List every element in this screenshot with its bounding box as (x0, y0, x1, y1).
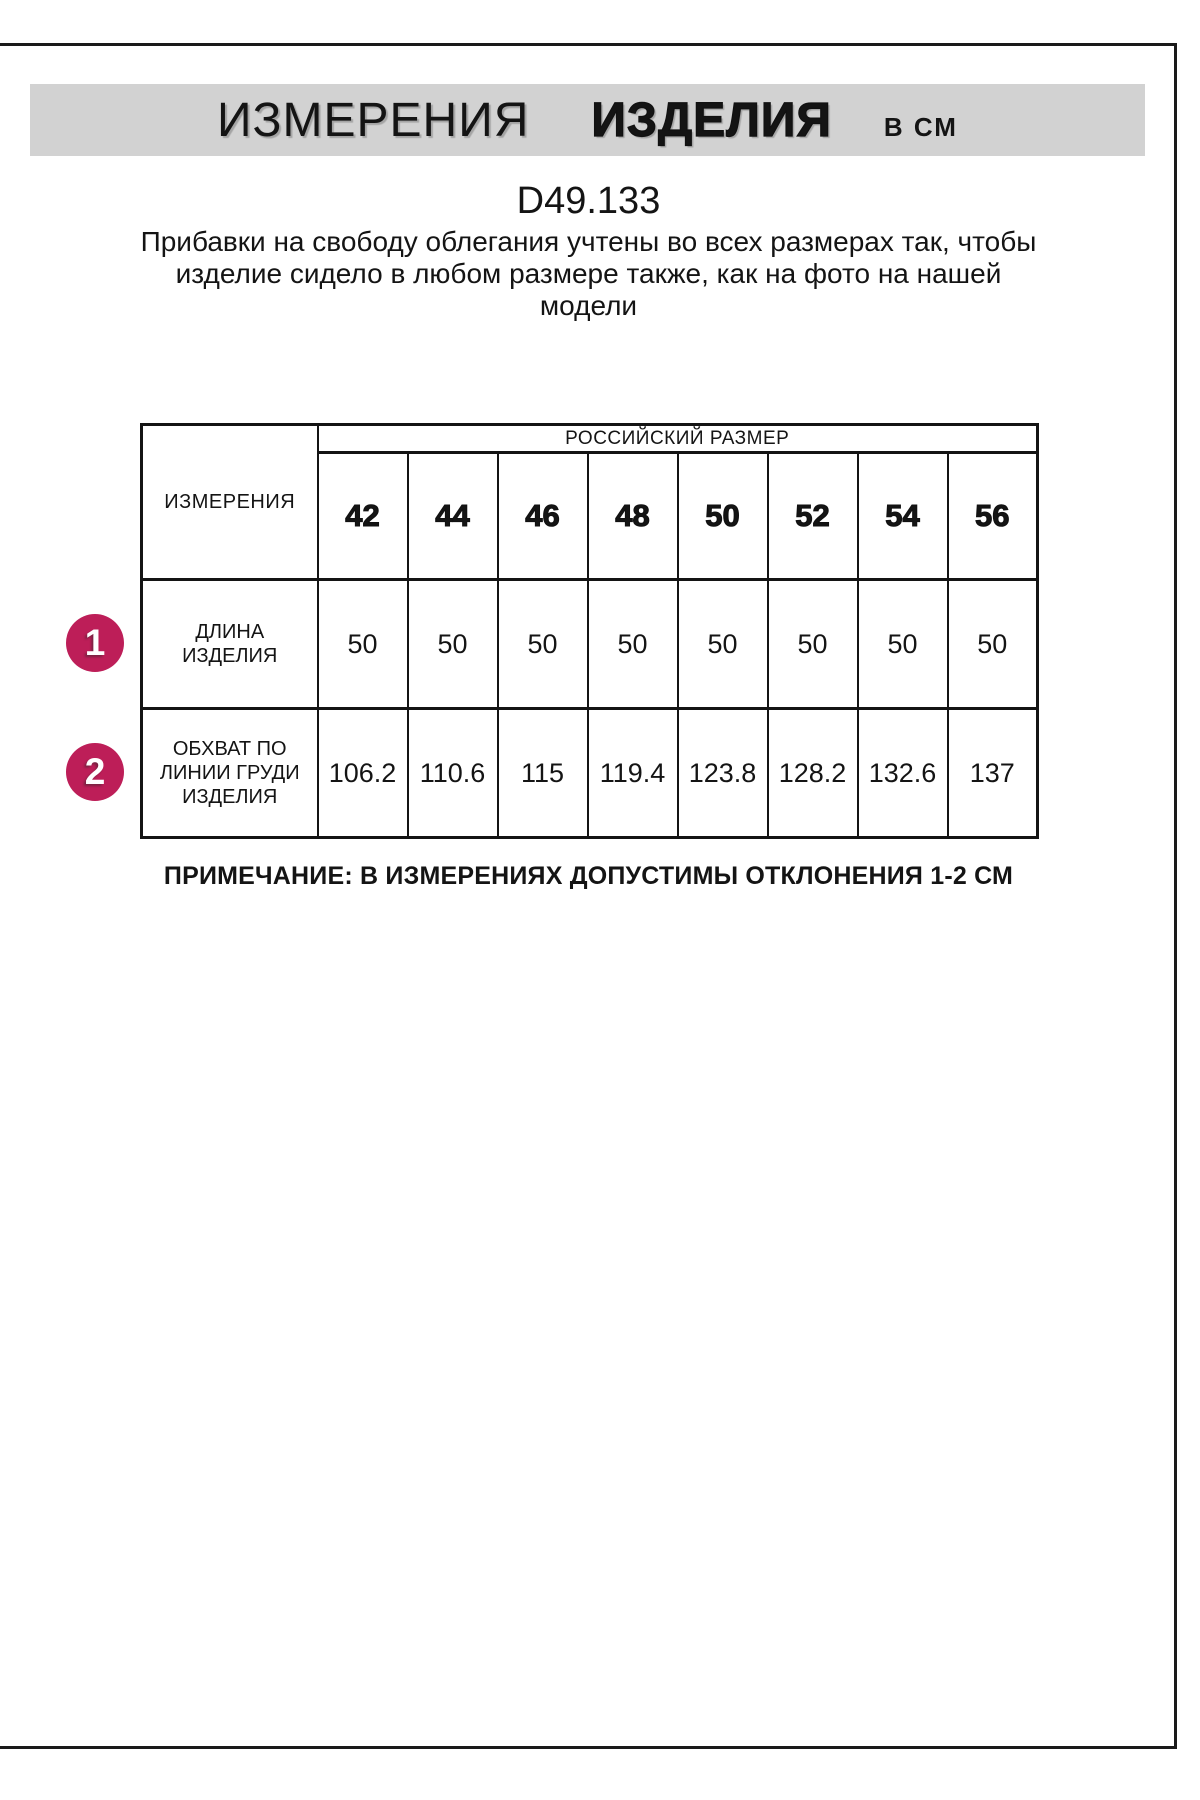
table-row-chest (142, 709, 1038, 838)
value-cell: 50 (678, 580, 768, 709)
size-header-cell: 54 (858, 453, 948, 580)
value-cell: 50 (498, 580, 588, 709)
row-number-badge-1: 1 (66, 614, 124, 672)
value-cell: 50 (408, 580, 498, 709)
table-group-header-row (142, 425, 1038, 453)
row-label-line: ДЛИНА (195, 621, 265, 643)
intro-line: изделие сидело в любом размере также, как на фото на нашей (175, 258, 1002, 289)
size-header-cell: 48 (588, 453, 678, 580)
row-label-cell (142, 709, 318, 838)
value-cell: 106.2 (318, 709, 408, 838)
title-bar (30, 84, 1145, 156)
value-cell: 137 (948, 709, 1038, 838)
intro-line: Прибавки на свободу облегания учтены во всех размерах так, чтобы (140, 226, 1037, 257)
value-cell: 123.8 (678, 709, 768, 838)
row-number-badge-2: 2 (66, 743, 124, 801)
row-label-line: ОБХВАТ ПО (172, 738, 287, 760)
value-cell: 119.4 (588, 709, 678, 838)
row-label-cell (142, 580, 318, 709)
size-header-cell: 50 (678, 453, 768, 580)
value-cell: 128.2 (768, 709, 858, 838)
value-cell: 110.6 (408, 709, 498, 838)
row-label-line: ЛИНИИ ГРУДИ (159, 762, 300, 784)
table-row-length (142, 580, 1038, 709)
corner-header-cell: ИЗМЕРЕНИЯ (142, 425, 318, 580)
page-title-word-1: ИЗМЕРЕНИЯ (217, 94, 530, 147)
size-header-cell: 42 (318, 453, 408, 580)
product-code: D49.133 (516, 180, 661, 222)
value-cell: 115 (498, 709, 588, 838)
measurements-table (140, 423, 1039, 839)
row-label-line: ИЗДЕЛИЯ (182, 786, 278, 808)
value-cell: 132.6 (858, 709, 948, 838)
group-header-cell: РОССИЙСКИЙ РАЗМЕР (318, 425, 1038, 453)
value-cell: 50 (948, 580, 1038, 709)
size-header-cell: 44 (408, 453, 498, 580)
page-title-word-2: ИЗДЕЛИЯ (591, 94, 832, 147)
value-cell: 50 (318, 580, 408, 709)
size-header-cell: 56 (948, 453, 1038, 580)
value-cell: 50 (858, 580, 948, 709)
value-cell: 50 (768, 580, 858, 709)
value-cell: 50 (588, 580, 678, 709)
size-header-cell: 52 (768, 453, 858, 580)
row-label-line: ИЗДЕЛИЯ (182, 645, 278, 667)
page-title-units: В СМ (883, 112, 958, 142)
note-text: ПРИМЕЧАНИЕ: В ИЗМЕРЕНИЯХ ДОПУСТИМЫ ОТКЛОНЕНИЯ 1-2 СМ (163, 862, 1014, 890)
intro-line: модели (539, 290, 638, 321)
intro-paragraph (0, 226, 1177, 322)
size-header-cell: 46 (498, 453, 588, 580)
